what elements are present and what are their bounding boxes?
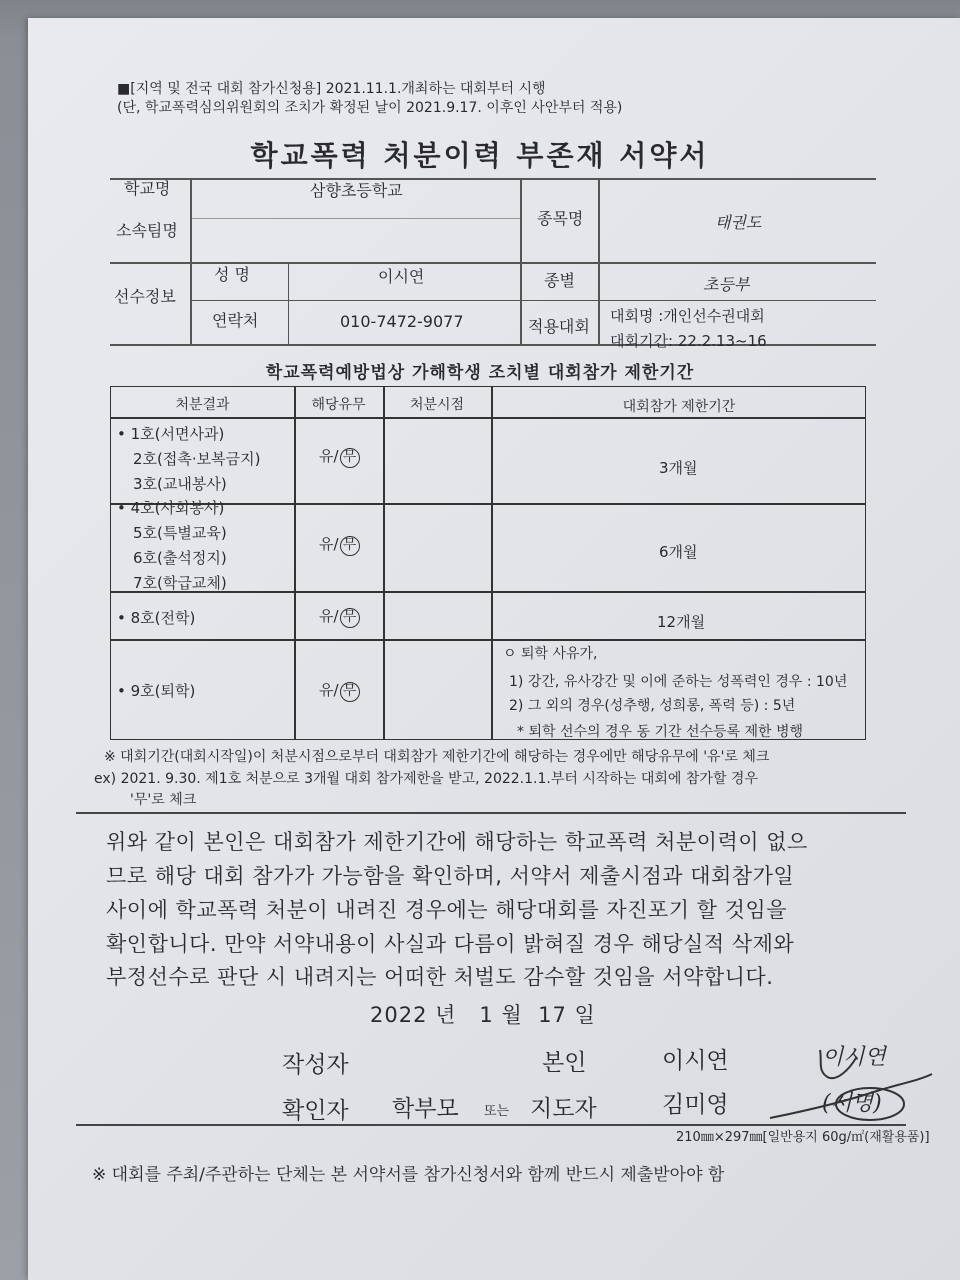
header-applicable: 해당유무 [311,397,366,413]
note-line-3: '무'로 체크 [130,792,197,808]
penalty-table-title: 학교폭력예방법상 가해학생 조치별 대회참가 제한기간 [265,363,695,383]
selected-circle: 무 [340,608,360,628]
selected-circle: 무 [340,448,360,468]
restriction-line: ㅇ 퇴학 사유가, [503,646,598,662]
yn-prefix: 유/ [319,447,339,465]
yn-prefix: 유/ [319,607,339,625]
pledge-line: 사이에 학교폭력 처분이 내려진 경우에는 해당대회를 자진포기 할 것임을 [106,898,787,922]
pledge-line: 확인합니다. 만약 서약내용이 사실과 다름이 밝혀질 경우 해당실적 삭제와 [106,932,795,956]
name-value: 이시연 [378,267,425,286]
penalty-table [110,386,866,740]
restriction-line: 2) 그 외의 경우(성추행, 성희롱, 폭력 등) : 5년 [509,698,796,714]
competition-period: 대회기간: 22.2.13~16 [610,332,767,350]
pledge-line: 므로 해당 대회 참가가 가능함을 확인하며, 서약서 제출시점과 대회참가일 [106,864,795,888]
writer-role: 본인 [542,1050,587,1076]
result-item: • 4호(사회봉사) [117,499,225,517]
restriction-line: * 퇴학 선수의 경우 동 기간 선수등록 제한 병행 [517,724,804,740]
notice-line-1: ■[지역 및 전국 대회 참가신청용] 2021.11.1.개최하는 대회부터 시행 [117,81,546,97]
name-label: 성 명 [214,265,250,284]
selected-circle: 무 [340,536,360,556]
note-line-1: ※ 대회기간(대회시작일)이 처분시점으로부터 대회참가 제한기간에 해당하는 경우에만 해당유무에 '유'로 체크 [104,749,770,765]
category-value: 초등부 [703,275,750,294]
pledge-line: 위와 같이 본인은 대회참가 제한기간에 해당하는 학교폭력 처분이력이 없으 [106,830,808,854]
result-item: • 1호(서면사과) [117,425,225,443]
confirmer-name: 김미영 [662,1092,729,1118]
header-restriction: 대회참가 제한기간 [622,399,736,415]
writer-signature: 이시연 [822,1045,886,1070]
competition-name: 대회명 :개인선수권대회 [610,307,765,325]
result-item: • 9호(퇴학) [117,682,196,700]
applicable-check[interactable] [319,533,360,556]
header-time: 처분시점 [409,397,465,413]
notice-line-2: (단, 학교폭력심의위원회의 조치가 확정된 날이 2021.9.17. 이후인 사안부터 적용) [117,100,623,116]
result-item: • 8호(전학) [117,609,196,627]
restriction-value: 6개월 [659,543,698,561]
pledge-date: 2022 년 1 월 17 일 [370,1003,596,1027]
yn-prefix: 유/ [319,681,339,699]
yn-prefix: 유/ [319,535,339,553]
applicable-check[interactable] [319,679,360,702]
contact-value: 010-7472-9077 [340,312,464,331]
document-title: 학교폭력 처분이력 부존재 서약서 [250,139,710,172]
confirmer-role-coach: 지도자 [530,1096,597,1122]
writer-name: 이시연 [662,1048,729,1074]
result-item: 3호(교내봉사) [133,475,227,493]
athlete-info-label: 선수정보 [114,287,176,306]
signature-scribble [760,1040,940,1130]
restriction-value: 3개월 [659,459,698,477]
result-item: 6호(출석정지) [133,549,227,567]
event-value: 태권도 [715,213,762,232]
school-value: 삼향초등학교 [310,181,403,200]
confirmer-signature: (서명) [822,1091,882,1116]
team-label: 소속팀명 [116,221,178,240]
applicable-check[interactable] [319,445,360,468]
confirmer-label: 확인자 [282,1098,349,1124]
footer-note: ※ 대회를 주최/주관하는 단체는 본 서약서를 참가신청서와 함께 반드시 제출받아야 함 [92,1165,725,1185]
writer-label: 작성자 [282,1052,349,1078]
result-item: 5호(특별교육) [133,524,227,542]
pledge-line: 부정선수로 판단 시 내려지는 어떠한 처벌도 감수할 것임을 서약합니다. [106,965,774,989]
school-label: 학교명 [124,179,171,198]
confirmer-role-parent: 학부모 [392,1096,459,1122]
applied-competition-label: 적용대회 [528,317,590,336]
paper-spec: 210㎜×297㎜[일반용지 60g/㎡(재활용품)] [676,1130,930,1145]
event-label: 종목명 [537,209,584,228]
result-item: 2호(접촉·보복금지) [133,450,261,468]
note-line-2: ex) 2021. 9.30. 제1호 처분으로 3개월 대회 참가제한을 받고, 2022.1.1.부터 시작하는 대회에 참가할 경우 [94,771,758,787]
confirmer-or: 또는 [484,1104,510,1119]
category-label: 종별 [544,271,575,290]
result-item: 7호(학급교체) [133,574,227,592]
header-result: 처분결과 [175,397,230,413]
divider [76,812,906,814]
applicable-check[interactable] [319,605,360,628]
restriction-value: 12개월 [657,613,706,631]
selected-circle: 무 [340,682,360,702]
contact-label: 연락처 [212,311,259,330]
athlete-info-table [110,178,876,350]
restriction-line: 1) 강간, 유사강간 및 이에 준하는 성폭력인 경우 : 10년 [509,674,848,690]
